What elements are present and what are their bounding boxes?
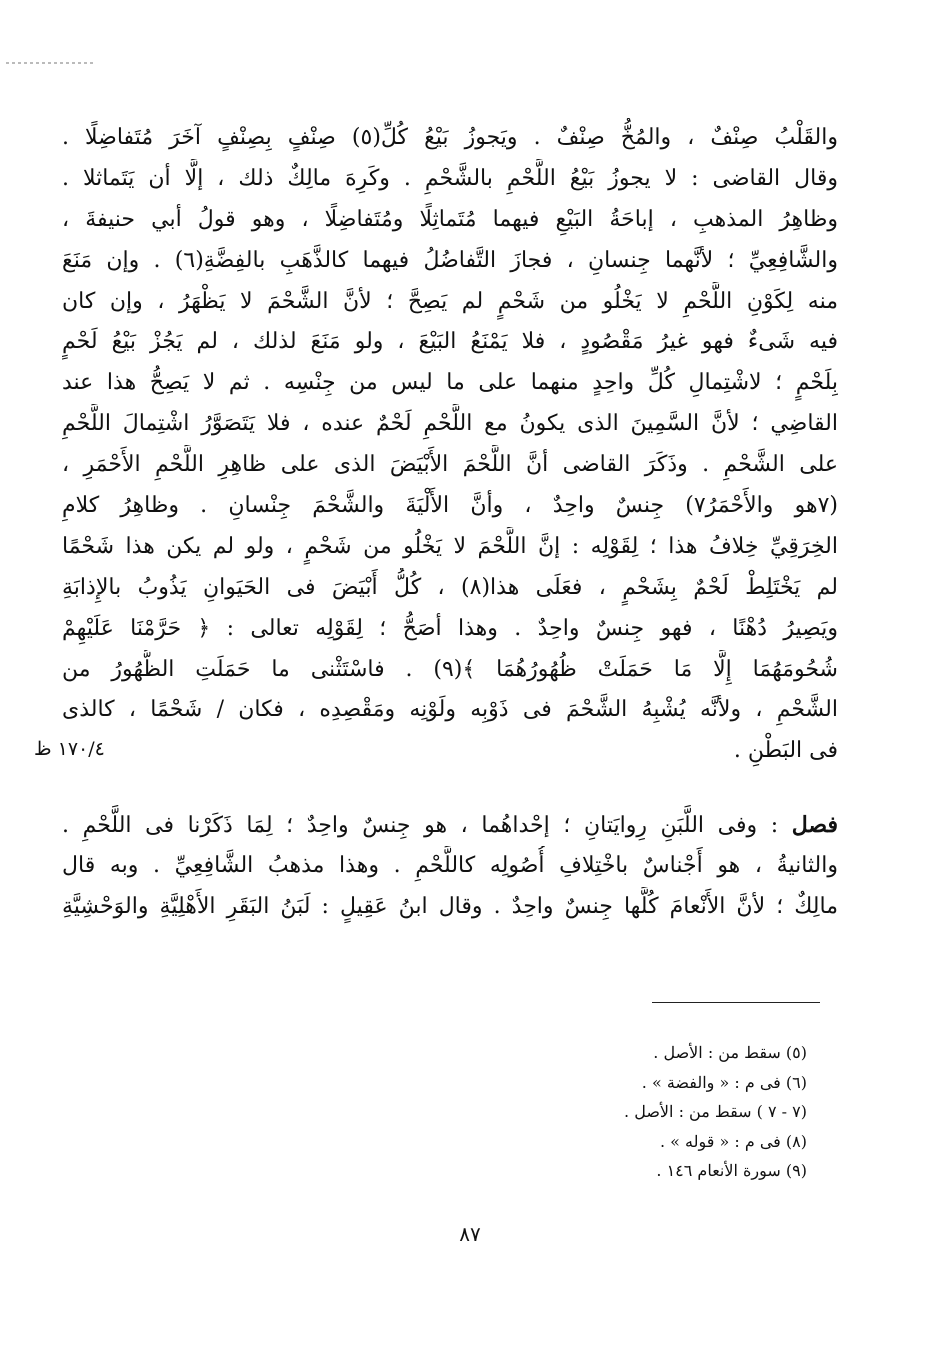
main-text — [62, 118, 838, 928]
footnote: (٦) فى م : « والفضة » . — [641, 1072, 807, 1092]
text-line: والقَلْبُ صِنْفٌ ، والمُخُّ صِنْفٌ . ويَجوزُ بَيْعُ كُلِّ(٥) صِنْفٍ بِصِنْفٍ آخَرَ مُتَفاضِلًا . — [62, 125, 838, 150]
text-line: القاضِي ؛ لأنَّ السَّمِينَ الذى يكونُ مع اللَّحْمِ لَحْمٌ عنده ، فلا يَتَصَوَّرُ اشْتِمالَ اللَّحْمِ — [62, 411, 838, 437]
fasl-line — [62, 805, 838, 846]
text-line: على الشَّحْمِ . وذَكَرَ القاضى أنَّ اللَّحْمَ الأَبْيَضَ الذى على ظاهِرِ اللَّحْمِ الأَحْمَرِ ، — [62, 452, 838, 478]
page-number: ٨٧ — [459, 1222, 481, 1246]
text-line: منه لِكَوْنِ اللَّحْمِ لا يَخْلُو من شَحْمٍ لم يَصِحَّ ؛ لأنَّ الشَّحْمَ لا يَظْهَرُ ، وإن كان — [62, 288, 838, 314]
footnote: (٥) سقط من : الأصل . — [653, 1043, 807, 1062]
footnote-divider — [652, 1002, 820, 1003]
text-line: والشَّافِعِيِّ ؛ لأنَّهما جِنسانِ ، فجازَ التَّفاضُلُ فيهما كالذَّهَبِ بالفِضَّةِ(٦) . وإن مَنَعَ — [62, 247, 838, 273]
margin-folio-note: ١٧٠/٤ ظ — [34, 738, 105, 760]
footnote: (٧ - ٧ ) سقط من : الأصل . — [624, 1102, 807, 1121]
paragraph-gap — [62, 772, 838, 805]
text-line: وظاهِرُ المذهبِ ، إباحَةُ البَيْعِ فيهما مُتَماثِلًا ومُتَفاضِلًا ، وهو قولُ أبي حنيفةَ ، — [62, 206, 838, 232]
text-line: شُحُومَهُمَا إِلَّا مَا حَمَلَتْ ظُهُورُهُمَا ﴾(٩) . فاسْتَثْنى ما حَمَلَتِ الظُّهُورُ من — [62, 656, 838, 682]
text-line: والثانيةُ ، هو أَجْناسٌ باخْتِلافِ أُصُولِه كاللَّحْمِ . وهذا مذهبُ الشَّافِعِيِّ . وبه قال — [62, 853, 838, 879]
text-line: فى البَطْنِ . — [733, 738, 838, 764]
footnote: (٨) فى م : « قوله » . — [660, 1131, 807, 1151]
text-line: الخِرَقِيِّ خِلافُ هذا ؛ لِقَوْلِه : إنَّ اللَّحْمَ لا يَخْلُو من شَحْمٍ ، ولو لم يكن هذا شَحْمًا — [62, 533, 838, 559]
text-line: وقال القاضى : لا يجوزُ بَيْعُ اللَّحْمِ بالشَّحْمِ . وكَرِهَ مالِكٌ ذلك ، إلَّا أن يَتَماثلا . — [62, 165, 838, 191]
scan-artifact-mark — [6, 62, 96, 64]
text-line: الشَّحْمِ ، ولأنَّه يُشْبِهُ الشَّحْمَ فى ذَوْبِه ولَوْنِه ومَقْصِدِه ، فكان / شَحْمًا ، كالذى — [62, 697, 838, 723]
text-line: لم يَخْتَلِطْ لَحْمٌ بِشَحْمٍ ، فعَلَى هذا(٨) ، كُلُّ أَبْيَضَ فى الحَيَوانِ يَذُوبُ بالإِذابَةِ — [62, 574, 838, 600]
text-line: بِلَحْمٍ ؛ لاشْتِمالِ كُلِّ واحِدٍ منهما على ما ليس من جِنْسِه . ثم لا يَصِحُّ هذا عند — [62, 370, 838, 396]
text-line: (٧هو والأَحْمَرُ٧) جِنسٌ واحِدٌ ، وأنَّ الأَلْيَةَ والشَّحْمَ جِنْسانِ . وظاهِرُ كلامِ — [62, 493, 838, 519]
footnotes — [387, 1038, 807, 1186]
text-line: فيه شَىءٌ فهو غيرُ مَقْصُودٍ ، فلا يَمْنَعُ البَيْعَ ، ولو مَنَعَ لذلك ، لم يَجُزْ بَيْعُ لَحْمٍ — [62, 329, 838, 355]
text-line: ويَصِيرُ دُهْنًا ، فهو جِنسٌ واحِدٌ . وهذا أصَحُّ ؛ لِقَوْلِه تعالى : ﴿ حَرَّمْنَا عَلَيْهِمْ — [62, 615, 838, 641]
fasl-heading: فصل — [791, 812, 838, 839]
text-line: مالِكٌ ؛ لأنَّ الأَنْعامَ كُلَّها جِنسٌ واحِدٌ . وقال ابنُ عَقِيلٍ : لَبَنُ البَقَرِ الأَهْلِيَّةِ والوَحْشِيَّةِ — [62, 894, 838, 920]
footnote: (٩) سورة الأنعام ١٤٦ . — [656, 1161, 807, 1180]
fasl-text: : وفى اللَّبَنِ رِوايَتانِ ؛ إحْداهُما ، هو جِنسٌ واحِدٌ ؛ لِمَا ذَكَرْنا فى اللَّحْمِ . — [62, 813, 779, 839]
